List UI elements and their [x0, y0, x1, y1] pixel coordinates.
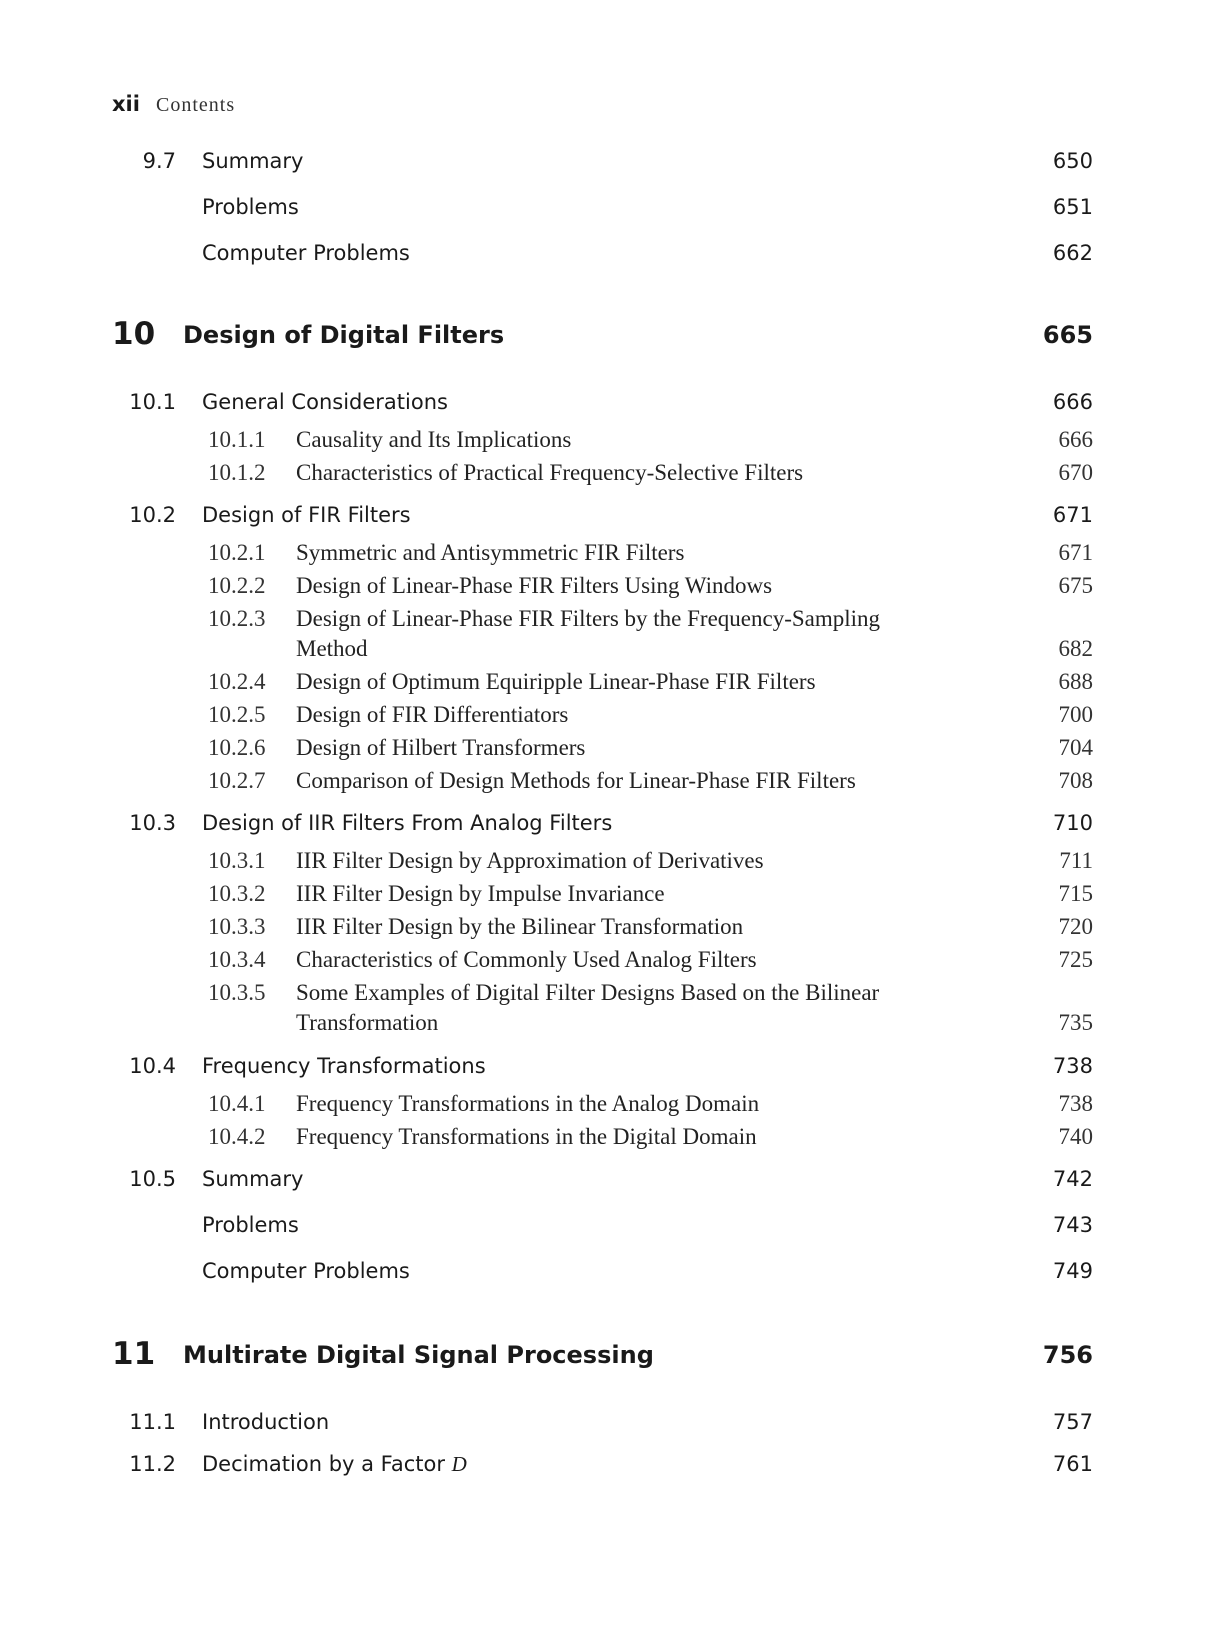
toc-subsection-10-3-3[interactable]: [0, 914, 1214, 948]
toc-subsection-10-3-4[interactable]: [0, 947, 1214, 981]
toc-subsection-10-4-2[interactable]: [0, 1124, 1214, 1158]
subsection-title: Frequency Transformations in the Analog Domain: [296, 1091, 760, 1116]
subsection-page: 711: [1059, 848, 1093, 873]
toc-section-10-5[interactable]: [0, 1167, 1214, 1201]
subsection-page: 735: [1058, 1010, 1093, 1035]
toc-subsection-10-2-3[interactable]: [0, 606, 1214, 670]
section-page: 651: [1052, 195, 1093, 219]
toc-subsection-10-1-2[interactable]: [0, 460, 1214, 494]
section-page: 671: [1052, 503, 1093, 527]
subsection-number: 10.4.1: [208, 1091, 266, 1116]
chapter-title: Design of Digital Filters: [183, 321, 505, 349]
subsection-title: IIR Filter Design by Approximation of Derivatives: [296, 848, 764, 873]
toc-chapter-11[interactable]: [0, 1338, 1214, 1372]
section-number: 10.5: [129, 1167, 176, 1191]
subsection-page: 708: [1058, 768, 1093, 793]
section-title: Summary: [202, 149, 304, 173]
toc-section-10-1[interactable]: [0, 390, 1214, 424]
section-page: 710: [1052, 811, 1093, 835]
section-page: 738: [1052, 1054, 1093, 1078]
subsection-page: 670: [1058, 460, 1093, 485]
subsection-number: 10.2.5: [208, 702, 266, 727]
section-page: 662: [1052, 241, 1093, 265]
subsection-page: 682: [1058, 636, 1093, 661]
page-number: xii: [112, 92, 140, 116]
section-title: Summary: [202, 1167, 304, 1191]
section-page: 666: [1052, 390, 1093, 414]
subsection-page: 666: [1058, 427, 1093, 452]
toc-subsection-10-3-5[interactable]: [0, 980, 1214, 1044]
section-number: 9.7: [142, 149, 176, 173]
subsection-title: Design of Hilbert Transformers: [296, 735, 586, 760]
subsection-title: IIR Filter Design by the Bilinear Transformation: [296, 914, 744, 939]
toc-subsection-10-2-2[interactable]: [0, 573, 1214, 607]
subsection-number: 10.2.4: [208, 669, 266, 694]
subsection-number: 10.3.1: [208, 848, 266, 873]
subsection-page: 740: [1058, 1124, 1093, 1149]
toc-section-10-3[interactable]: [0, 811, 1214, 845]
section-title: Design of FIR Filters: [202, 503, 411, 527]
toc-section-11-2[interactable]: [0, 1452, 1214, 1486]
subsection-page: 704: [1058, 735, 1093, 760]
toc-subsection-10-3-1[interactable]: [0, 848, 1214, 882]
section-number: 10.3: [129, 811, 176, 835]
toc-section-10-4[interactable]: [0, 1054, 1214, 1088]
section-number: 10.2: [129, 503, 176, 527]
toc-subsection-10-2-7[interactable]: [0, 768, 1214, 802]
subsection-number: 10.3.2: [208, 881, 266, 906]
section-title: Computer Problems: [202, 241, 410, 265]
subsection-number: 10.1.2: [208, 460, 266, 485]
chapter-page: 756: [1042, 1341, 1093, 1369]
section-number: 11.2: [129, 1452, 176, 1476]
toc-ch10-computer-problems[interactable]: [0, 1259, 1214, 1293]
subsection-page: 671: [1058, 540, 1093, 565]
subsection-number: 10.2.2: [208, 573, 266, 598]
subsection-page: 688: [1058, 669, 1093, 694]
subsection-number: 10.4.2: [208, 1124, 266, 1149]
section-page: 757: [1052, 1410, 1093, 1434]
subsection-title: Design of FIR Differentiators: [296, 702, 569, 727]
chapter-number: 10: [112, 316, 156, 352]
toc-chapter-10[interactable]: [0, 318, 1214, 352]
toc-subsection-10-1-1[interactable]: [0, 427, 1214, 461]
toc-subsection-10-2-5[interactable]: [0, 702, 1214, 736]
subsection-page: 675: [1058, 573, 1093, 598]
section-title: Introduction: [202, 1410, 330, 1434]
section-title-variable: D: [451, 1452, 467, 1476]
section-title: Computer Problems: [202, 1259, 410, 1283]
subsection-number: 10.1.1: [208, 427, 266, 452]
subsection-title-line2: Transformation: [296, 1010, 439, 1035]
section-number: 10.4: [129, 1054, 176, 1078]
subsection-title-line1: Some Examples of Digital Filter Designs Based on the Bilinear: [296, 980, 880, 1005]
subsection-number: 10.3.5: [208, 980, 266, 1005]
toc-section-10-2[interactable]: [0, 503, 1214, 537]
chapter-page: 665: [1042, 321, 1093, 349]
section-page: 742: [1052, 1167, 1093, 1191]
section-page: 650: [1052, 149, 1093, 173]
subsection-title: Characteristics of Commonly Used Analog Filters: [296, 947, 757, 972]
subsection-number: 10.2.3: [208, 606, 266, 631]
toc-subsection-10-2-4[interactable]: [0, 669, 1214, 703]
section-page: 761: [1052, 1452, 1093, 1476]
toc-section-9-7[interactable]: [0, 149, 1214, 183]
subsection-page: 720: [1058, 914, 1093, 939]
subsection-title: Frequency Transformations in the Digital Domain: [296, 1124, 757, 1149]
toc-ch9-problems[interactable]: [0, 195, 1214, 229]
section-title: Frequency Transformations: [202, 1054, 486, 1078]
section-title: Problems: [202, 1213, 299, 1237]
subsection-title: Characteristics of Practical Frequency-Selective Filters: [296, 460, 804, 485]
running-title: Contents: [156, 94, 236, 116]
chapter-title: Multirate Digital Signal Processing: [183, 1341, 654, 1369]
subsection-number: 10.2.7: [208, 768, 266, 793]
section-number: 11.1: [129, 1410, 176, 1434]
section-page: 749: [1052, 1259, 1093, 1283]
section-title: [202, 1452, 467, 1477]
subsection-number: 10.2.1: [208, 540, 266, 565]
subsection-title-line2: Method: [296, 636, 368, 661]
toc-subsection-10-3-2[interactable]: [0, 881, 1214, 915]
subsection-title: Comparison of Design Methods for Linear-Phase FIR Filters: [296, 768, 856, 793]
subsection-title: Design of Linear-Phase FIR Filters Using Windows: [296, 573, 773, 598]
subsection-page: 738: [1058, 1091, 1093, 1116]
section-title: Design of IIR Filters From Analog Filters: [202, 811, 613, 835]
section-title-text: Decimation by a Factor: [202, 1452, 452, 1476]
toc-subsection-10-4-1[interactable]: [0, 1091, 1214, 1125]
subsection-title-line1: Design of Linear-Phase FIR Filters by the Frequency-Sampling: [296, 606, 881, 631]
subsection-page: 725: [1058, 947, 1093, 972]
subsection-title: IIR Filter Design by Impulse Invariance: [296, 881, 665, 906]
subsection-number: 10.3.3: [208, 914, 266, 939]
section-title: General Considerations: [202, 390, 448, 414]
section-page: 743: [1052, 1213, 1093, 1237]
toc-section-11-1[interactable]: [0, 1410, 1214, 1444]
toc-subsection-10-2-1[interactable]: [0, 540, 1214, 574]
subsection-title: Symmetric and Antisymmetric FIR Filters: [296, 540, 685, 565]
chapter-number: 11: [112, 1336, 156, 1372]
subsection-page: 715: [1058, 881, 1093, 906]
toc-ch10-problems[interactable]: [0, 1213, 1214, 1247]
subsection-page: 700: [1058, 702, 1093, 727]
toc-ch9-computer-problems[interactable]: [0, 241, 1214, 275]
toc-subsection-10-2-6[interactable]: [0, 735, 1214, 769]
subsection-title: Design of Optimum Equiripple Linear-Phase FIR Filters: [296, 669, 816, 694]
section-title: Problems: [202, 195, 299, 219]
subsection-number: 10.2.6: [208, 735, 266, 760]
subsection-title: Causality and Its Implications: [296, 427, 572, 452]
subsection-number: 10.3.4: [208, 947, 266, 972]
section-number: 10.1: [129, 390, 176, 414]
